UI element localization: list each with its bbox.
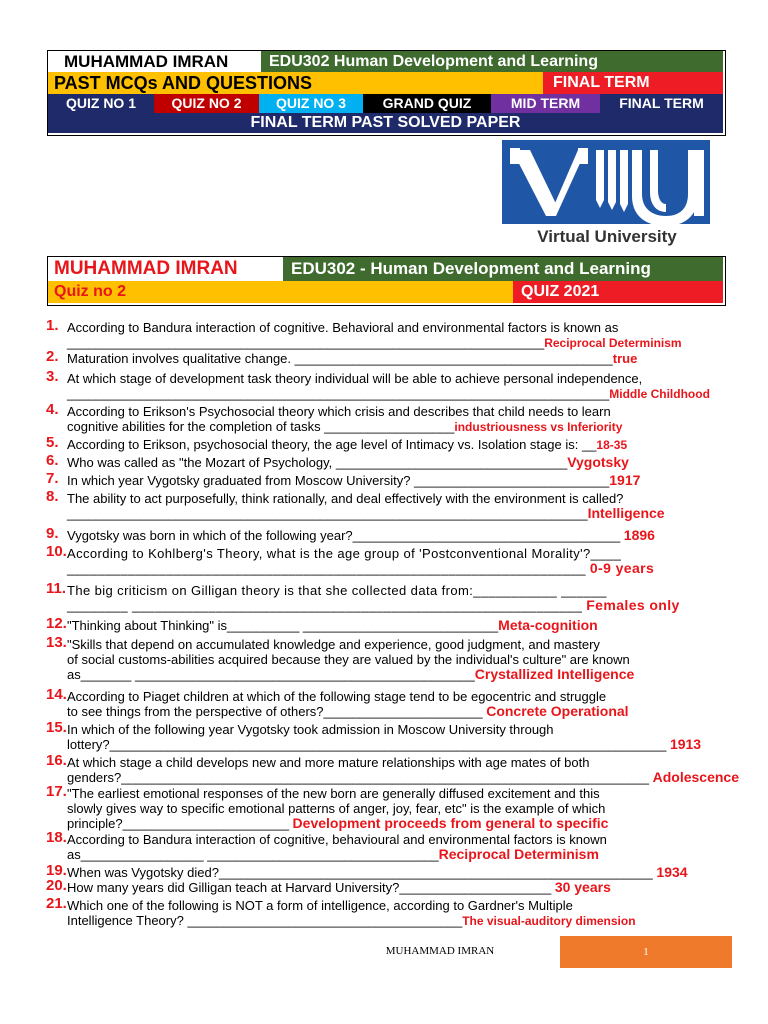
question-text: genders?_________________________________________________________________________ xyxy=(67,770,653,785)
question-text: In which of the following year Vygotsky took admission in Moscow University through xyxy=(67,722,554,737)
answer-text: Middle Childhood xyxy=(609,387,710,401)
question-text: ________________________________________________________________________ xyxy=(67,506,588,521)
question-item xyxy=(46,543,726,576)
question-item xyxy=(46,401,726,434)
subheader-author: MUHAMMAD IMRAN xyxy=(54,258,238,279)
question-text: According to Bandura interaction of cognitive, behavioural and environmental factors is known xyxy=(67,832,607,847)
question-text: "Thinking about Thinking" is__________ ___________________________ xyxy=(67,618,499,633)
question-text: cognitive abilities for the completion of tasks __________________ xyxy=(67,419,455,434)
question-text: When was Vygotsky died?____________________________________________________________ xyxy=(67,865,657,880)
question-item xyxy=(46,862,726,880)
answer-text: The visual-auditory dimension xyxy=(462,914,636,928)
header-banner: FINAL TERM PAST SOLVED PAPER xyxy=(48,113,723,133)
question-number: 5. xyxy=(46,434,59,451)
question-text: According to Piaget children at which of the following stage tend to be egocentric and struggle xyxy=(67,689,607,704)
question-text: How many years did Gilligan teach at Harvard University?_____________________ xyxy=(67,880,555,895)
question-number: 21. xyxy=(46,895,67,912)
nav-grand-quiz[interactable]: GRAND QUIZ xyxy=(363,94,491,113)
subheader-quiz: Quiz no 2 xyxy=(48,281,513,303)
question-item xyxy=(46,580,726,613)
page-number: 1 xyxy=(560,936,732,968)
question-number: 8. xyxy=(46,488,59,505)
question-text: At which stage a child develops new and more mature relationships with age mates of both xyxy=(67,755,590,770)
vu-logo xyxy=(500,138,714,248)
question-text: as_________________ ________________________________ xyxy=(67,847,439,862)
answer-text: true xyxy=(612,351,638,366)
question-text: "The earliest emotional responses of the new born are generally diffused excitement and this xyxy=(67,786,600,801)
question-item xyxy=(46,877,726,895)
question-number: 14. xyxy=(46,686,67,703)
question-item xyxy=(46,686,726,719)
answer-text: 1913 xyxy=(669,736,702,752)
question-number: 20. xyxy=(46,877,67,894)
question-item xyxy=(46,317,726,350)
question-number: 17. xyxy=(46,783,67,800)
question-item xyxy=(46,719,726,752)
question-text: to see things from the perspective of others?______________________ xyxy=(67,704,487,719)
question-text: In which year Vygotsky graduated from Moscow University? ___________________________ xyxy=(67,473,610,488)
question-number: 15. xyxy=(46,719,67,736)
question-number: 9. xyxy=(46,525,59,542)
question-item xyxy=(46,895,726,928)
question-item xyxy=(46,368,726,401)
answer-text: Vygotsky xyxy=(567,454,629,470)
header-author: MUHAMMAD IMRAN xyxy=(64,52,229,71)
answer-text: industriousness vs Inferiority xyxy=(454,420,623,434)
question-text: ________ ___________________________________________________________ xyxy=(67,598,587,613)
question-item xyxy=(46,488,726,521)
nav-final-term[interactable]: FINAL TERM xyxy=(600,94,723,113)
answer-text: Concrete Operational xyxy=(486,703,629,719)
nav-quiz-3[interactable]: QUIZ NO 3 xyxy=(259,94,363,113)
question-number: 4. xyxy=(46,401,59,418)
answer-text: 1917 xyxy=(609,472,641,488)
question-text: Vygotsky was born in which of the following year?_____________________________________ xyxy=(67,528,624,543)
answer-text: Adolescence xyxy=(652,769,739,785)
answer-text: Meta-cognition xyxy=(498,617,598,633)
question-item xyxy=(46,634,726,682)
vu-logo-icon xyxy=(500,138,714,248)
question-text: According to Erikson, psychosocial theory, the age level of Intimacy vs. Isolation stage is: __ xyxy=(67,437,597,452)
question-text: of social customs-abilities acquired because they are valued by the individual's culture" are known xyxy=(67,652,630,667)
answer-text: Crystallized Intelligence xyxy=(474,666,635,682)
question-text: According to Bandura interaction of cognitive. Behavioral and environmental factors is known as xyxy=(67,320,619,335)
subheader-course: EDU302 - Human Development and Learning xyxy=(283,257,723,281)
answer-text: 18-35 xyxy=(596,438,628,452)
question-text: The big criticism on Gilligan theory is that she collected data from:___________ ______ xyxy=(67,583,607,598)
question-number: 12. xyxy=(46,615,67,632)
question-number: 18. xyxy=(46,829,67,846)
question-item xyxy=(46,783,726,831)
question-item xyxy=(46,470,726,488)
question-item xyxy=(46,752,739,785)
answer-text: 0-9 years xyxy=(589,560,655,576)
answer-text: Intelligence xyxy=(587,505,665,521)
question-text: as_______ _______________________________________________ xyxy=(67,667,475,682)
answer-text: Development proceeds from general to specific xyxy=(292,815,609,831)
question-text: The ability to act purposefully, think rationally, and deal effectively with the environment is called? xyxy=(67,491,624,506)
question-item xyxy=(46,615,726,633)
answer-text: Reciprocal Determinism xyxy=(544,336,682,350)
answer-text: 30 years xyxy=(554,879,611,895)
question-number: 2. xyxy=(46,348,59,365)
vu-logo-text: Virtual University xyxy=(537,227,677,246)
question-text: slowly gives way to specific emotional patterns of anger, joy, fear, etc" is the example of which xyxy=(67,801,606,816)
question-text: ___________________________________________________________________________ xyxy=(67,386,610,401)
question-number: 19. xyxy=(46,862,67,879)
question-text: At which stage of development task theory individual will be able to achieve personal independence, xyxy=(67,371,643,386)
question-number: 3. xyxy=(46,368,59,385)
header-course: EDU302 Human Development and Learning xyxy=(261,51,723,72)
question-number: 16. xyxy=(46,752,67,769)
answer-text: 1934 xyxy=(656,864,688,880)
answer-text: Reciprocal Determinism xyxy=(438,846,599,862)
question-number: 7. xyxy=(46,470,59,487)
answer-text: 1896 xyxy=(623,527,655,543)
question-number: 10. xyxy=(46,543,67,560)
question-number: 1. xyxy=(46,317,59,334)
question-text: ____________________________________________________________________ xyxy=(67,561,590,576)
question-text: "Skills that depend on accumulated knowledge and experience, good judgment, and mastery xyxy=(67,637,600,652)
question-number: 6. xyxy=(46,452,59,469)
question-item xyxy=(46,452,726,470)
question-text: Intelligence Theory? ______________________________________ xyxy=(67,913,463,928)
question-item xyxy=(46,829,726,862)
footer-name: MUHAMMAD IMRAN xyxy=(385,945,495,957)
question-item xyxy=(46,525,726,543)
question-text: Maturation involves qualitative change. ____________________________________________ xyxy=(67,351,613,366)
question-item xyxy=(46,434,726,452)
nav-mid-term[interactable]: MID TERM xyxy=(491,94,600,113)
nav-quiz-2[interactable]: QUIZ NO 2 xyxy=(154,94,259,113)
question-text: Who was called as "the Mozart of Psychology, ________________________________ xyxy=(67,455,568,470)
question-text: According to Erikson's Psychosocial theory which crisis and describes that child needs to learn xyxy=(67,404,611,419)
answer-text: Females only xyxy=(586,597,680,613)
nav-quiz-1[interactable]: QUIZ NO 1 xyxy=(48,94,154,113)
question-text: principle?_______________________ xyxy=(67,816,293,831)
header-past-mcqs: PAST MCQs AND QUESTIONS xyxy=(48,72,543,94)
subheader-year: QUIZ 2021 xyxy=(513,281,723,303)
question-text: According to Kohlberg's Theory, what is the age group of 'Postconventional Morality'?____ xyxy=(67,546,622,561)
header-term: FINAL TERM xyxy=(543,72,723,94)
question-number: 13. xyxy=(46,634,67,651)
question-number: 11. xyxy=(46,580,67,597)
question-text: lottery?_____________________________________________________________________________ xyxy=(67,737,670,752)
question-text: __________________________________________________________________ xyxy=(67,335,545,350)
question-item xyxy=(46,348,726,366)
question-text: Which one of the following is NOT a form of intelligence, according to Gardner's Multiple xyxy=(67,898,573,913)
